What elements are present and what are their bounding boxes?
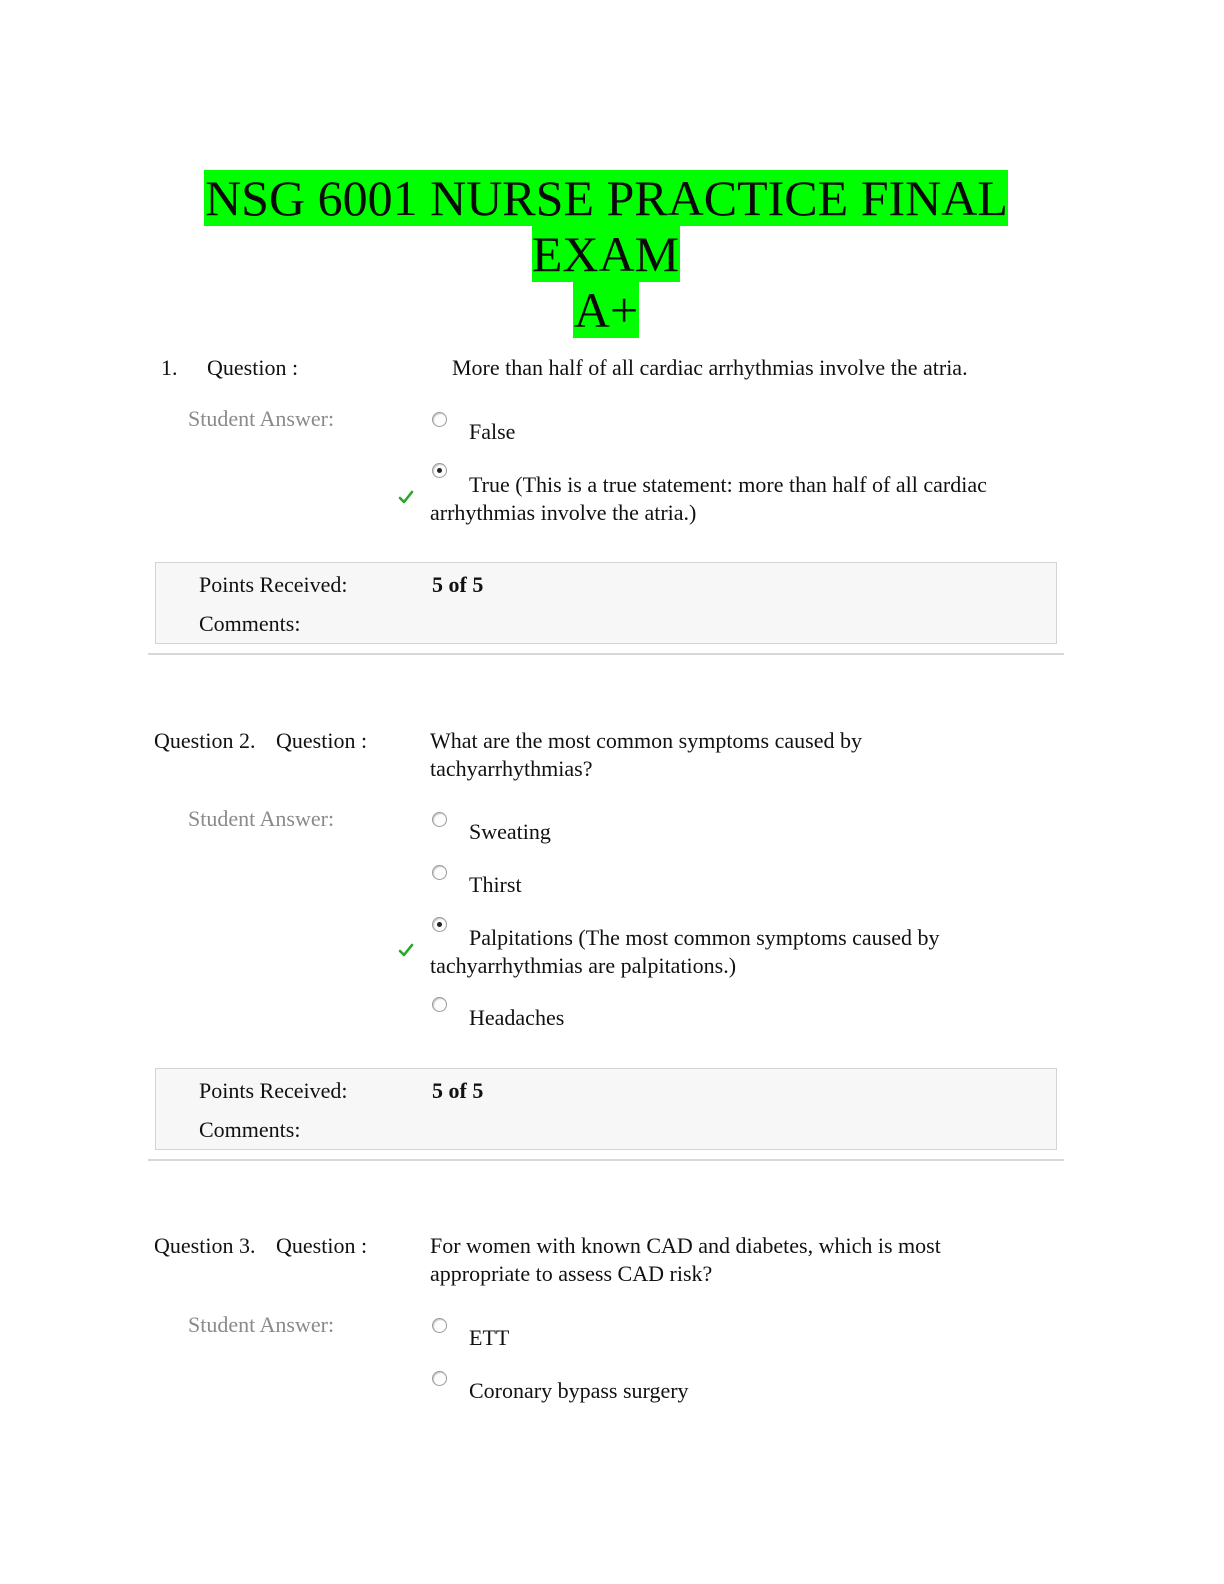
divider: [148, 653, 1064, 655]
question-text-line: What are the most common symptoms caused by: [430, 728, 862, 753]
answer-option: [430, 471, 1050, 527]
answer-option: [430, 1377, 1050, 1405]
title-line-2: A+: [573, 282, 639, 338]
answer-option-text: Coronary bypass surgery: [469, 1378, 689, 1403]
answer-option: [430, 1324, 1050, 1352]
points-received-label: Points Received:: [199, 1078, 348, 1103]
answer-option-text-cont: arrhythmias involve the atria.): [430, 500, 697, 525]
checkmark-icon: [398, 942, 414, 958]
question-label: Question :: [276, 728, 368, 753]
question-text: [430, 1232, 1050, 1288]
student-answer-label: Student Answer:: [188, 806, 335, 831]
points-received-value: 5 of 5: [432, 1078, 484, 1103]
points-received-label: Points Received:: [199, 572, 348, 597]
answer-option-text: Palpitations (The most common symptoms caused by: [469, 925, 940, 950]
question-number: Question 3.: [154, 1233, 256, 1258]
question-label: Question :: [207, 355, 299, 380]
answer-option-text: Headaches: [469, 1005, 565, 1030]
answer-option-text: Sweating: [469, 819, 551, 844]
comments-label: Comments:: [199, 1117, 301, 1142]
page-title: [148, 170, 1064, 338]
question-text-line: For women with known CAD and diabetes, which is most: [430, 1233, 941, 1258]
answer-option: [430, 924, 1050, 980]
answer-option-text: Thirst: [469, 872, 522, 897]
question-number: 1.: [161, 355, 178, 380]
student-answer-label: Student Answer:: [188, 1312, 335, 1337]
points-box: [155, 1068, 1057, 1150]
question-text-line: appropriate to assess CAD risk?: [430, 1261, 713, 1286]
checkmark-icon: [398, 489, 414, 505]
question-text: [430, 727, 1050, 783]
answer-option: [430, 871, 1050, 899]
question-label: Question :: [276, 1233, 368, 1258]
answer-option-text: True (This is a true statement: more than half of all cardiac: [469, 472, 987, 497]
answer-option-text: ETT: [469, 1325, 510, 1350]
answer-option: [430, 1004, 1050, 1032]
answer-option: [430, 418, 1050, 446]
answer-option-text: False: [469, 419, 516, 444]
student-answer-label: Student Answer:: [188, 406, 335, 431]
title-line-1: NSG 6001 NURSE PRACTICE FINAL EXAM: [205, 170, 1008, 282]
question-text-line: tachyarrhythmias?: [430, 756, 593, 781]
points-received-value: 5 of 5: [432, 572, 484, 597]
divider: [148, 1159, 1064, 1161]
points-box: [155, 562, 1057, 644]
question-number: Question 2.: [154, 728, 256, 753]
question-text: More than half of all cardiac arrhythmias involve the atria.: [452, 355, 968, 380]
comments-label: Comments:: [199, 611, 301, 636]
answer-option-text-cont: tachyarrhythmias are palpitations.): [430, 953, 737, 978]
answer-option: [430, 818, 1050, 846]
